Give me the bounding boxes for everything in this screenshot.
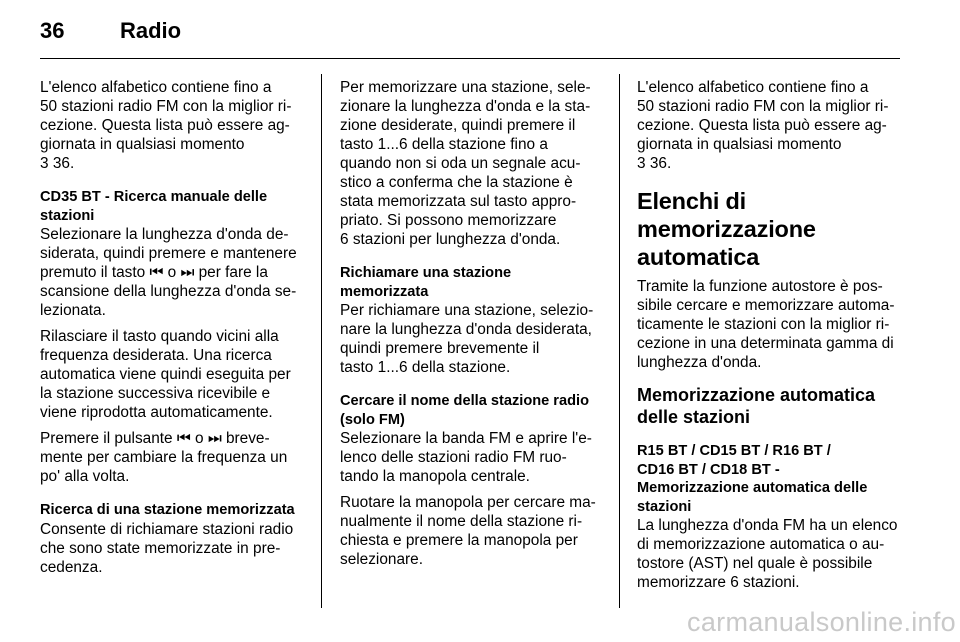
paragraph: Selezionare la lunghezza d'onda de- siderata, quindi premere e mantenere premuto il tasto ⏮ o ⏭ per fare la scansione della lunghezza d'onda se- lezionata.	[40, 226, 297, 319]
paragraph: Ruotare la manopola per cercare ma- nualmente il nome della stazione ri- chiesta e premere la manopola per selezionare.	[340, 494, 596, 568]
subheading-models: R15 BT / CD15 BT / R16 BT / CD16 BT / CD18 BT - Memorizzazione automatica delle stazioni	[637, 443, 868, 515]
paragraph: Premere il pulsante ⏮ o ⏭ breve- mente per cambiare la frequenza un po' alla volta.	[40, 430, 288, 485]
page-number: 36	[40, 18, 65, 43]
subheading-search-stored: Ricerca di una stazione memorizzata	[40, 502, 295, 518]
paragraph: L'elenco alfabetico contiene fino a 50 stazioni radio FM con la miglior ri- cezione. Questa lista può essere ag- giornata in qualsiasi momento 3 36.	[637, 79, 889, 172]
subheading-recall-station: Richiamare una stazione memorizzata	[340, 265, 512, 300]
watermark: carmanualsonline.info	[687, 607, 956, 637]
heading-auto-lists: Elenchi di memorizzazione automatica	[637, 188, 816, 270]
subheading-manual-search: CD35 BT - Ricerca manuale delle stazioni	[40, 189, 268, 224]
header-rule	[40, 58, 900, 59]
paragraph: L'elenco alfabetico contiene fino a 50 stazioni radio FM con la miglior ri- cezione. Questa lista può essere ag- giornata in qualsiasi momento 3 36.	[40, 79, 292, 172]
paragraph: Rilasciare il tasto quando vicini alla frequenza desiderata. Una ricerca automatica viene quindi eseguita per la stazione successiva ricevibile e viene riprodotta automaticamente.	[40, 328, 291, 421]
heading-auto-store: Memorizzazione automatica delle stazioni	[637, 385, 876, 427]
paragraph: Consente di richiamare stazioni radio che sono state memorizzate in pre- cedenza.	[40, 520, 294, 576]
column-divider	[321, 74, 322, 608]
page-header	[40, 18, 900, 48]
section-title: Radio	[120, 18, 182, 43]
paragraph: Per memorizzare una stazione, sele- zionare la lunghezza d'onda e la sta- zione desiderate, quindi premere il tasto 1...6 della stazione fino a quando non si oda un segnale acu- stico a conferma che la stazione è stata memorizzata sul tasto appro- priato. Si possono memorizzare 6 stazioni per lunghezza d'onda.	[340, 79, 591, 248]
paragraph: Per richiamare una stazione, selezio- nare la lunghezza d'onda desiderata, quindi premere brevemente il tasto 1...6 della stazione.	[340, 302, 594, 376]
paragraph: Selezionare la banda FM e aprire l'e- lenco delle stazioni radio FM ruo- tando la manopola centrale.	[340, 430, 592, 485]
column-2	[340, 78, 602, 576]
column-divider	[619, 74, 620, 608]
subheading-search-name: Cercare il nome della stazione radio (solo FM)	[340, 393, 589, 428]
column-3	[637, 78, 899, 599]
column-1	[40, 78, 302, 584]
paragraph: La lunghezza d'onda FM ha un elenco di memorizzazione automatica o au- tostore (AST) nel quale è possibile memorizzare 6 stazioni.	[637, 517, 898, 591]
paragraph: Tramite la funzione autostore è pos- sibile cercare e memorizzare automa- ticamente le stazioni con la miglior ri- cezione in una determinata gamma di lunghezza d'onda.	[637, 278, 895, 371]
